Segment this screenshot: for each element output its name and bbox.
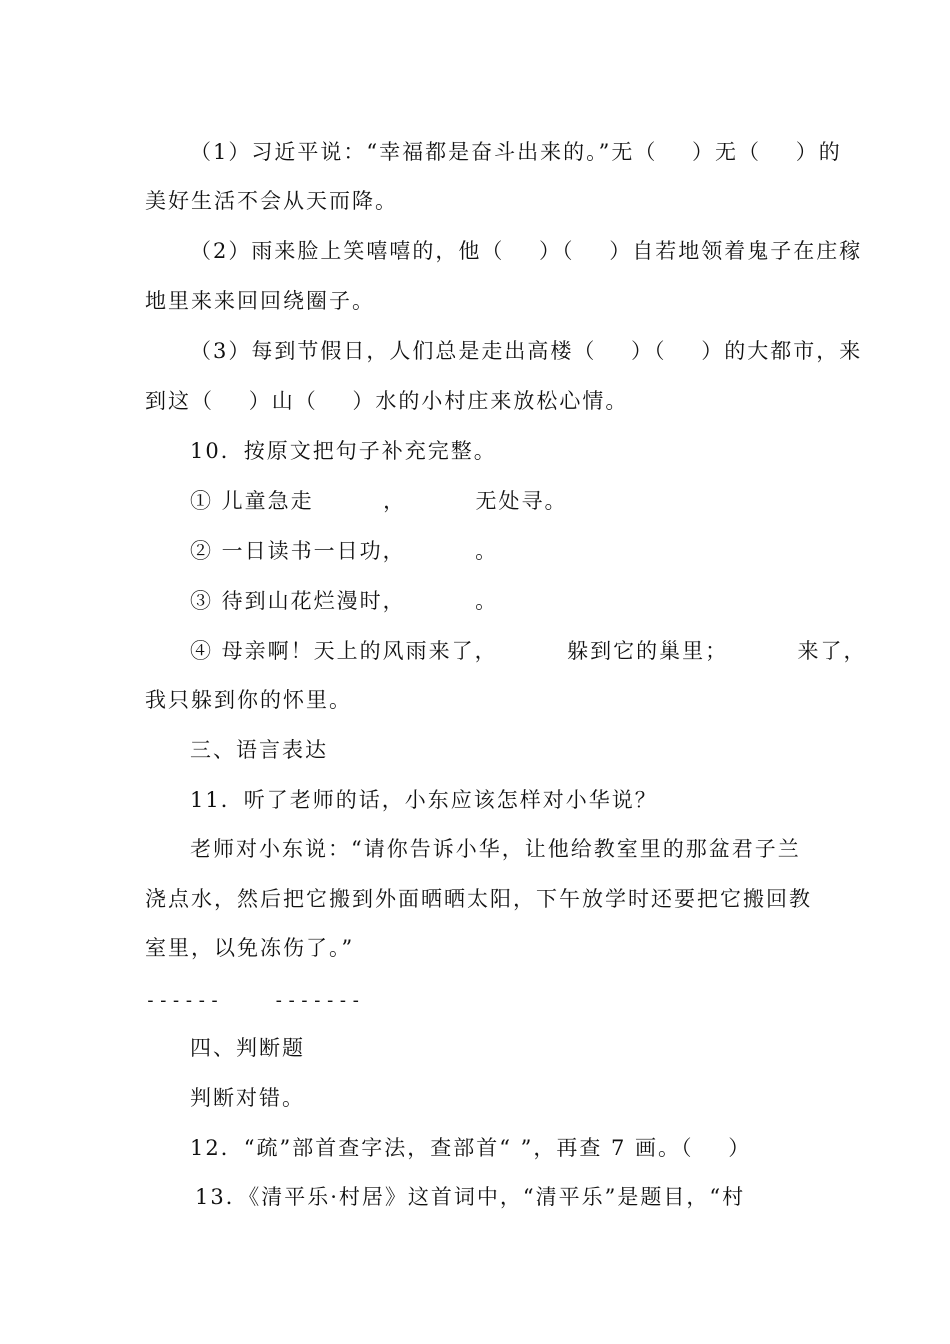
q11-paragraph-line3: 室里，以免冻伤了。” (145, 936, 355, 960)
q11-paragraph-line1: 老师对小东说：“请你告诉小华，让他给教室里的那盆君子兰 (190, 837, 801, 861)
q13-text: 13．《清平乐·村居》这首词中，“清平乐”是题目，“村 (195, 1185, 746, 1209)
section-4-instruction: 判断对错。 (190, 1086, 305, 1110)
q10-sentence-4-line1: ④ 母亲啊！天上的风雨来了， 躲到它的巢里； 来了， (190, 639, 867, 663)
q9-item2-line1: （2）雨来脸上笑嘻嘻的，他（ ）（ ）自若地领着鬼子在庄稼 (190, 239, 863, 263)
q9-item3-line1: （3）每到节假日，人们总是走出高楼（ ）（ ）的大都市，来 (190, 339, 863, 363)
q9-item3-line2: 到这（ ）山（ ）水的小村庄来放松心情。 (145, 389, 629, 413)
q10-sentence-1: ① 儿童急走 ， 无处寻。 (190, 489, 568, 513)
section-4-heading: 四、判断题 (190, 1036, 305, 1060)
q10-sentence-4-line2: 我只躲到你的怀里。 (145, 688, 352, 712)
q10-sentence-3: ③ 待到山花烂漫时， 。 (190, 589, 499, 613)
q9-item1-line1: （1）习近平说：“幸福都是奋斗出来的。”无（ ）无（ ）的 (190, 140, 842, 164)
q11-answer-lines: ------ ------- (145, 990, 364, 1011)
q10-title: 10．按原文把句子补充完整。 (190, 439, 497, 463)
q10-sentence-2: ② 一日读书一日功， 。 (190, 539, 499, 563)
q11-paragraph-line2: 浇点水，然后把它搬到外面晒晒太阳，下午放学时还要把它搬回教 (145, 887, 812, 911)
q9-item1-line2: 美好生活不会从天而降。 (145, 189, 398, 213)
q9-item2-line2: 地里来来回回绕圈子。 (145, 289, 375, 313)
q11-title: 11．听了老师的话，小东应该怎样对小华说？ (190, 788, 658, 812)
q12-text: 12．“疏”部首查字法，查部首“ ”，再查 7 画。（ ） (190, 1136, 752, 1160)
section-3-heading: 三、语言表达 (190, 738, 328, 762)
